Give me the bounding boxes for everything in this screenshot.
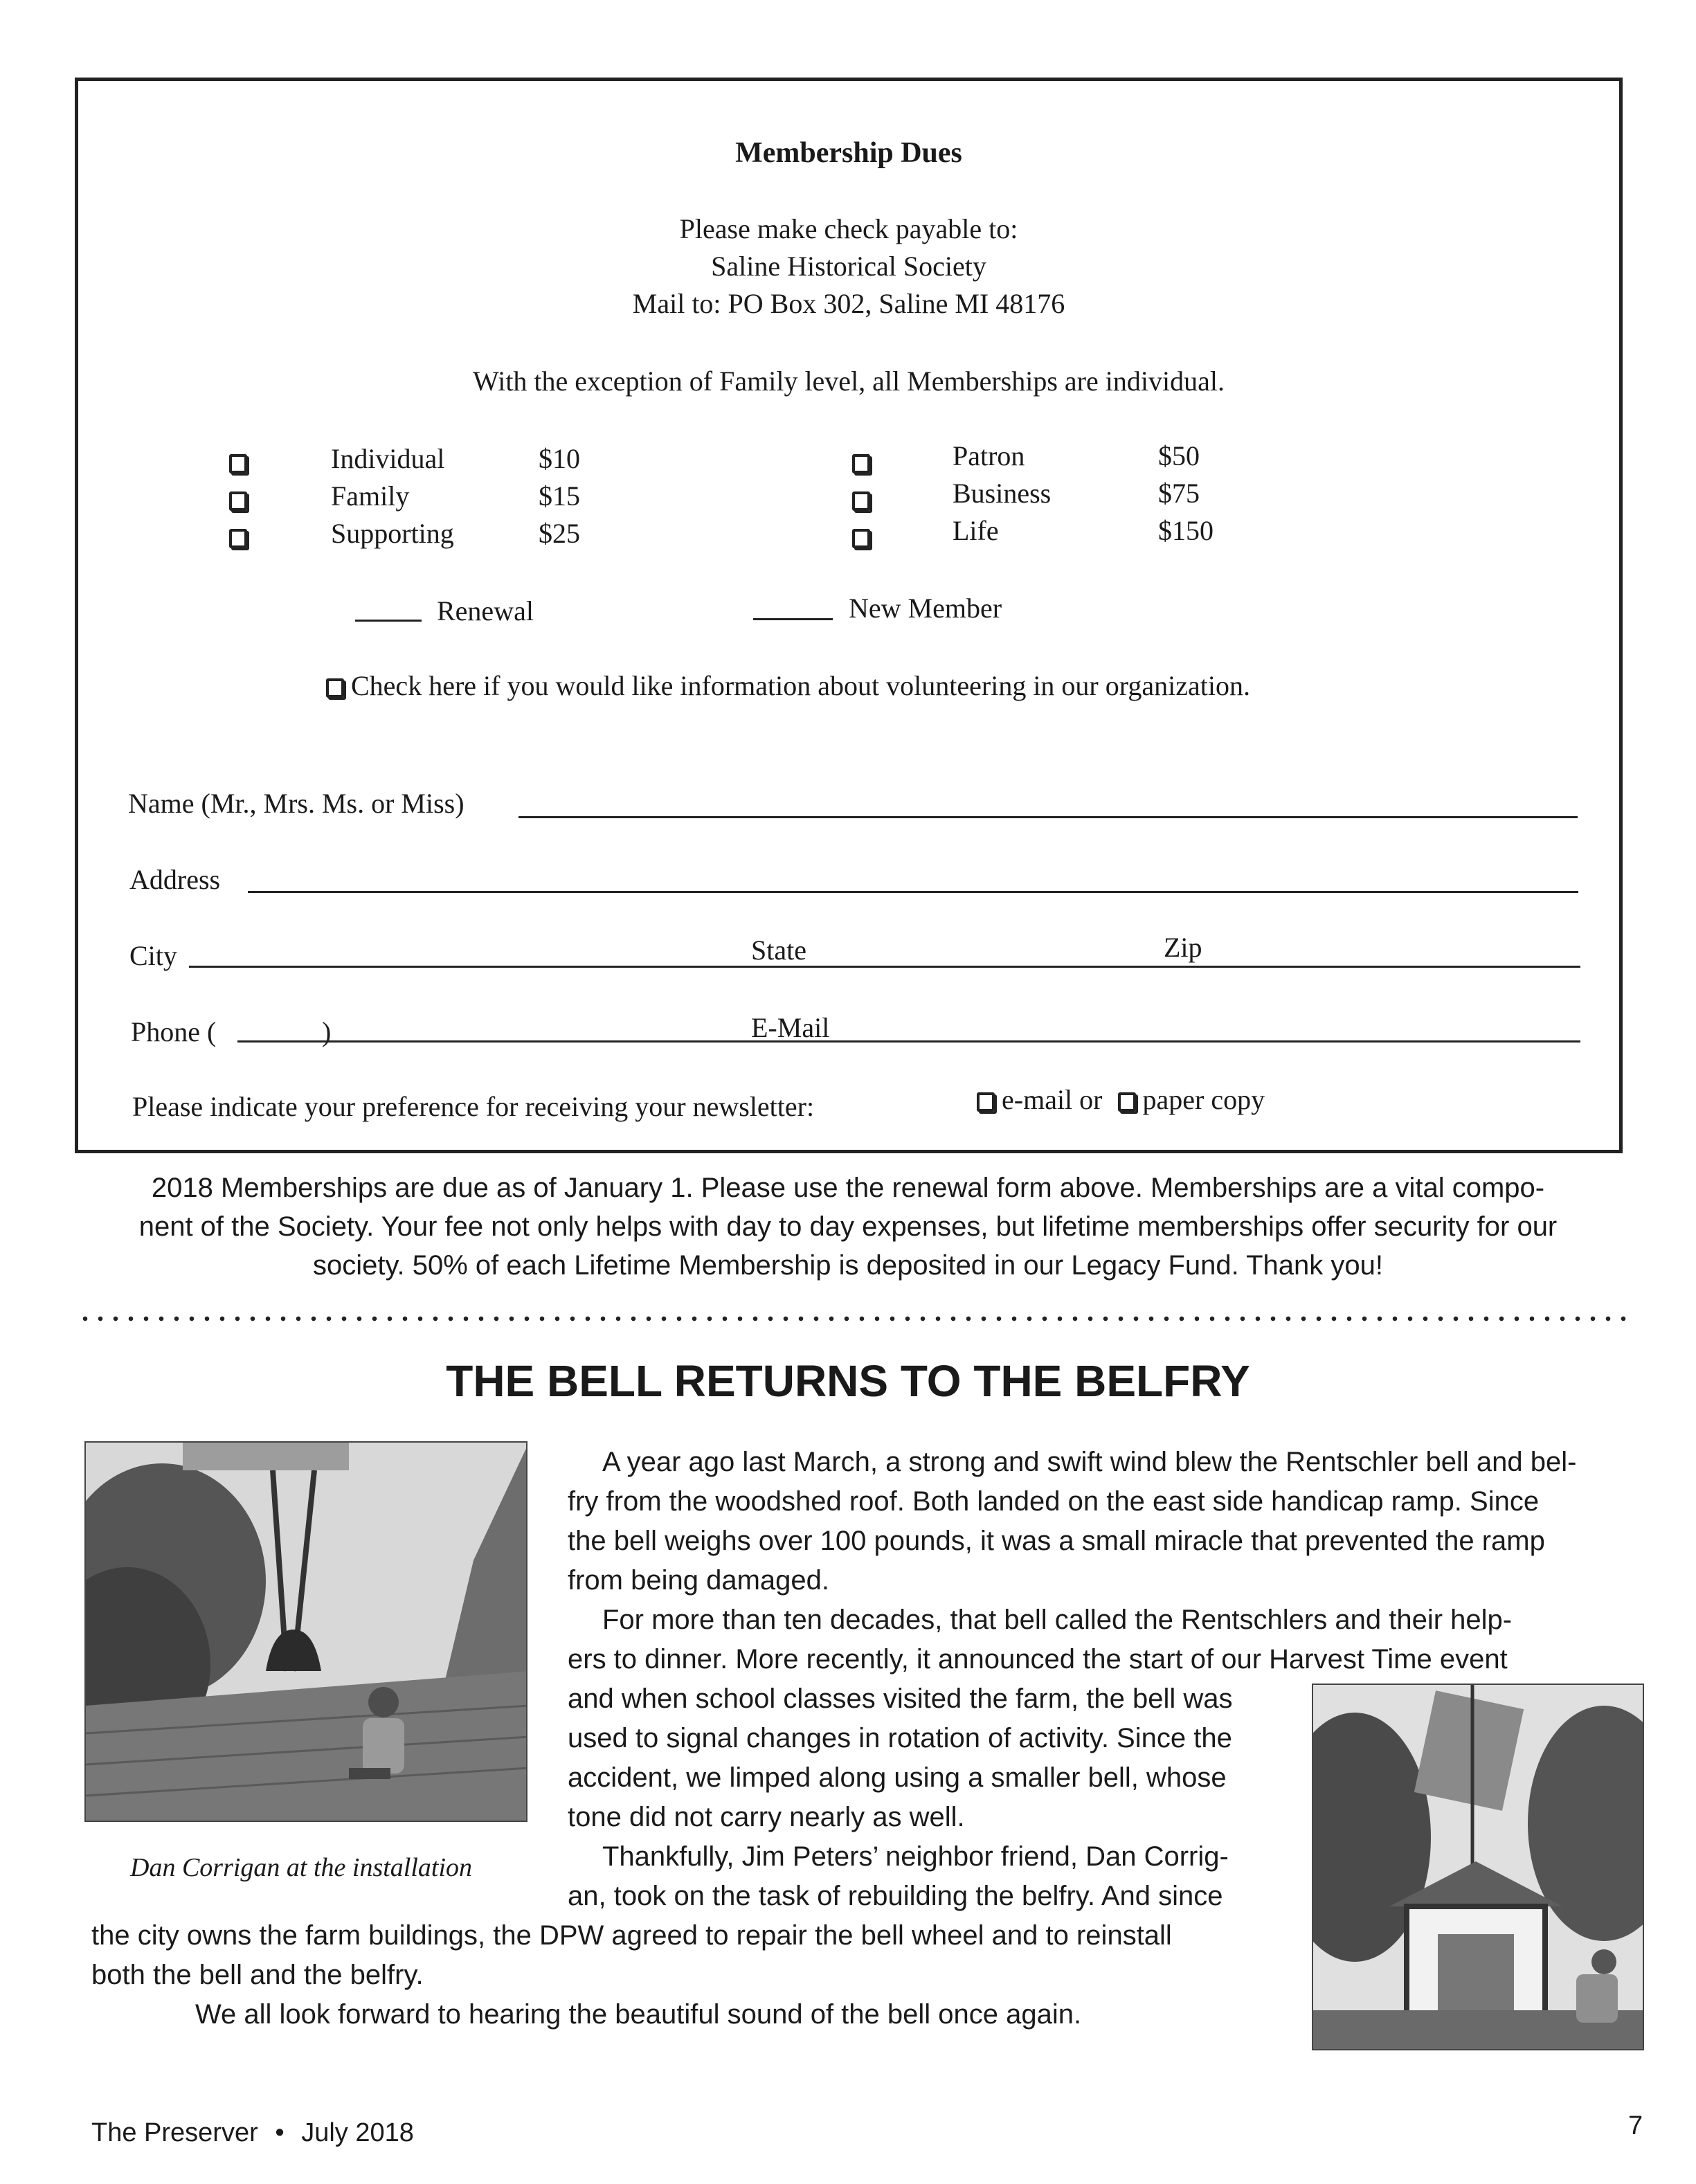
family-checkbox[interactable] — [229, 491, 247, 511]
level-family-price: $15 — [539, 480, 580, 512]
zip-label: Zip — [1164, 932, 1202, 963]
belfry-photo-art — [1313, 1685, 1644, 2050]
level-supporting-price: $25 — [539, 518, 580, 549]
belfry-photo — [1312, 1684, 1644, 2050]
volunteer-checkbox[interactable] — [326, 678, 344, 698]
level-individual-row[interactable] — [229, 445, 247, 478]
article-line: both the bell and the belfry. — [91, 1960, 424, 1990]
phone-close-paren: ) — [322, 1016, 332, 1047]
level-life-row[interactable] — [852, 520, 870, 552]
address-label: Address — [129, 864, 221, 895]
business-checkbox[interactable] — [852, 491, 870, 511]
level-patron-price: $50 — [1158, 440, 1200, 471]
renewal-label: Renewal — [437, 595, 534, 626]
footer-publication — [91, 2118, 414, 2148]
article-line: tone did not carry nearly as well. — [568, 1802, 965, 1832]
level-life-price: $150 — [1158, 515, 1214, 546]
article-headline: THE BELL RETURNS TO THE BELFRY — [446, 1356, 1250, 1406]
article-line: fry from the woodshed roof. Both landed on the east side handicap ramp. Since — [568, 1486, 1540, 1517]
name-label: Name (Mr., Mrs. Ms. or Miss) — [128, 788, 464, 819]
article-line: the bell weighs over 100 pounds, it was a small miracle that prevented the ramp — [568, 1526, 1545, 1556]
paper-pref-checkbox[interactable] — [1118, 1092, 1136, 1112]
article-line: and when school classes visited the farm, the bell was — [568, 1684, 1233, 1714]
article-line: For more than ten decades, that bell called the Rentschlers and their help- — [602, 1605, 1513, 1635]
article-line: A year ago last March, a strong and swift wind blew the Rentschler bell and bel- — [602, 1447, 1577, 1477]
address-field[interactable] — [248, 891, 1578, 893]
article-line: Thankfully, Jim Peters’ neighbor friend, Dan Corrig- — [602, 1841, 1229, 1872]
new-member-blank[interactable] — [753, 618, 833, 620]
article-line: an, took on the task of rebuilding the belfry. And since — [568, 1881, 1223, 1911]
life-checkbox[interactable] — [852, 529, 870, 548]
belfry-install-photo-art — [86, 1443, 527, 1822]
volunteer-label: Check here if you would like information about volunteering in our organization. — [351, 670, 1250, 701]
article-line: accident, we limped along using a smaller bell, whose — [568, 1762, 1227, 1793]
volunteer-option[interactable] — [326, 669, 1250, 702]
name-field[interactable] — [518, 816, 1578, 818]
email-label: E-Mail — [751, 1012, 830, 1043]
city-label: City — [129, 940, 177, 971]
notice-line-2: nent of the Society. Your fee not only helps with day to day expenses, but lifetime memberships offer security for our — [138, 1211, 1558, 1242]
article-line: the city owns the farm buildings, the DPW agreed to repair the bell wheel and to reinstall — [91, 1920, 1172, 1951]
publication-date: July 2018 — [301, 2118, 414, 2147]
level-individual-name: Individual — [331, 443, 445, 474]
membership-dues-form — [75, 78, 1623, 1153]
level-supporting-row[interactable] — [229, 520, 247, 552]
belfry-install-photo — [84, 1441, 527, 1822]
pay-line-1: Please make check payable to: — [679, 213, 1018, 244]
mail-address: Mail to: PO Box 302, Saline MI 48176 — [632, 288, 1065, 319]
level-business-name: Business — [953, 478, 1052, 509]
level-life-name: Life — [953, 515, 999, 546]
membership-notice — [0, 1168, 1696, 1285]
article-line: from being damaged. — [568, 1565, 830, 1596]
level-individual-price: $10 — [539, 443, 580, 474]
level-family-row[interactable] — [229, 482, 247, 515]
renewal-blank[interactable] — [355, 620, 422, 622]
email-pref-checkbox[interactable] — [977, 1092, 995, 1112]
article-line: ers to dinner. More recently, it announced the start of our Harvest Time event — [568, 1644, 1508, 1675]
dotted-divider — [78, 1315, 1628, 1322]
notice-line-1: 2018 Memberships are due as of January 1. Please use the renewal form above. Memberships are a vital compo- — [151, 1173, 1545, 1203]
notice-line-3: society. 50% of each Lifetime Membership is deposited in our Legacy Fund. Thank you! — [312, 1250, 1384, 1281]
level-patron-row[interactable] — [852, 445, 870, 478]
article-line: used to signal changes in rotation of activity. Since the — [568, 1723, 1232, 1753]
footer-bullet: • — [275, 2118, 285, 2147]
level-family-name: Family — [331, 480, 410, 512]
individual-checkbox[interactable] — [229, 454, 247, 473]
membership-note: With the exception of Family level, all Memberships are individual. — [473, 365, 1225, 397]
level-business-row[interactable] — [852, 482, 870, 515]
level-business-price: $75 — [1158, 478, 1200, 509]
city-state-zip-field[interactable] — [189, 966, 1580, 968]
photo-caption: Dan Corrigan at the installation — [130, 1853, 473, 1882]
patron-checkbox[interactable] — [852, 454, 870, 473]
phone-label: Phone ( — [131, 1016, 217, 1047]
email-pref-label: e-mail or — [1002, 1084, 1103, 1115]
page-number: 7 — [1628, 2111, 1643, 2140]
pay-line-2: Saline Historical Society — [711, 251, 986, 282]
paper-pref-label: paper copy — [1142, 1084, 1265, 1115]
supporting-checkbox[interactable] — [229, 529, 247, 548]
new-member-label: New Member — [849, 593, 1002, 624]
state-label: State — [751, 935, 806, 966]
publication-name: The Preserver — [91, 2118, 258, 2147]
phone-email-field[interactable] — [237, 1040, 1580, 1043]
level-patron-name: Patron — [953, 440, 1025, 471]
level-supporting-name: Supporting — [331, 518, 454, 549]
dues-title: Membership Dues — [735, 137, 962, 169]
article-line: We all look forward to hearing the beautiful sound of the bell once again. — [195, 1999, 1082, 2030]
newsletter-preference-label: Please indicate your preference for receiving your newsletter: — [132, 1091, 815, 1122]
newsletter-preference-options — [977, 1083, 1265, 1116]
